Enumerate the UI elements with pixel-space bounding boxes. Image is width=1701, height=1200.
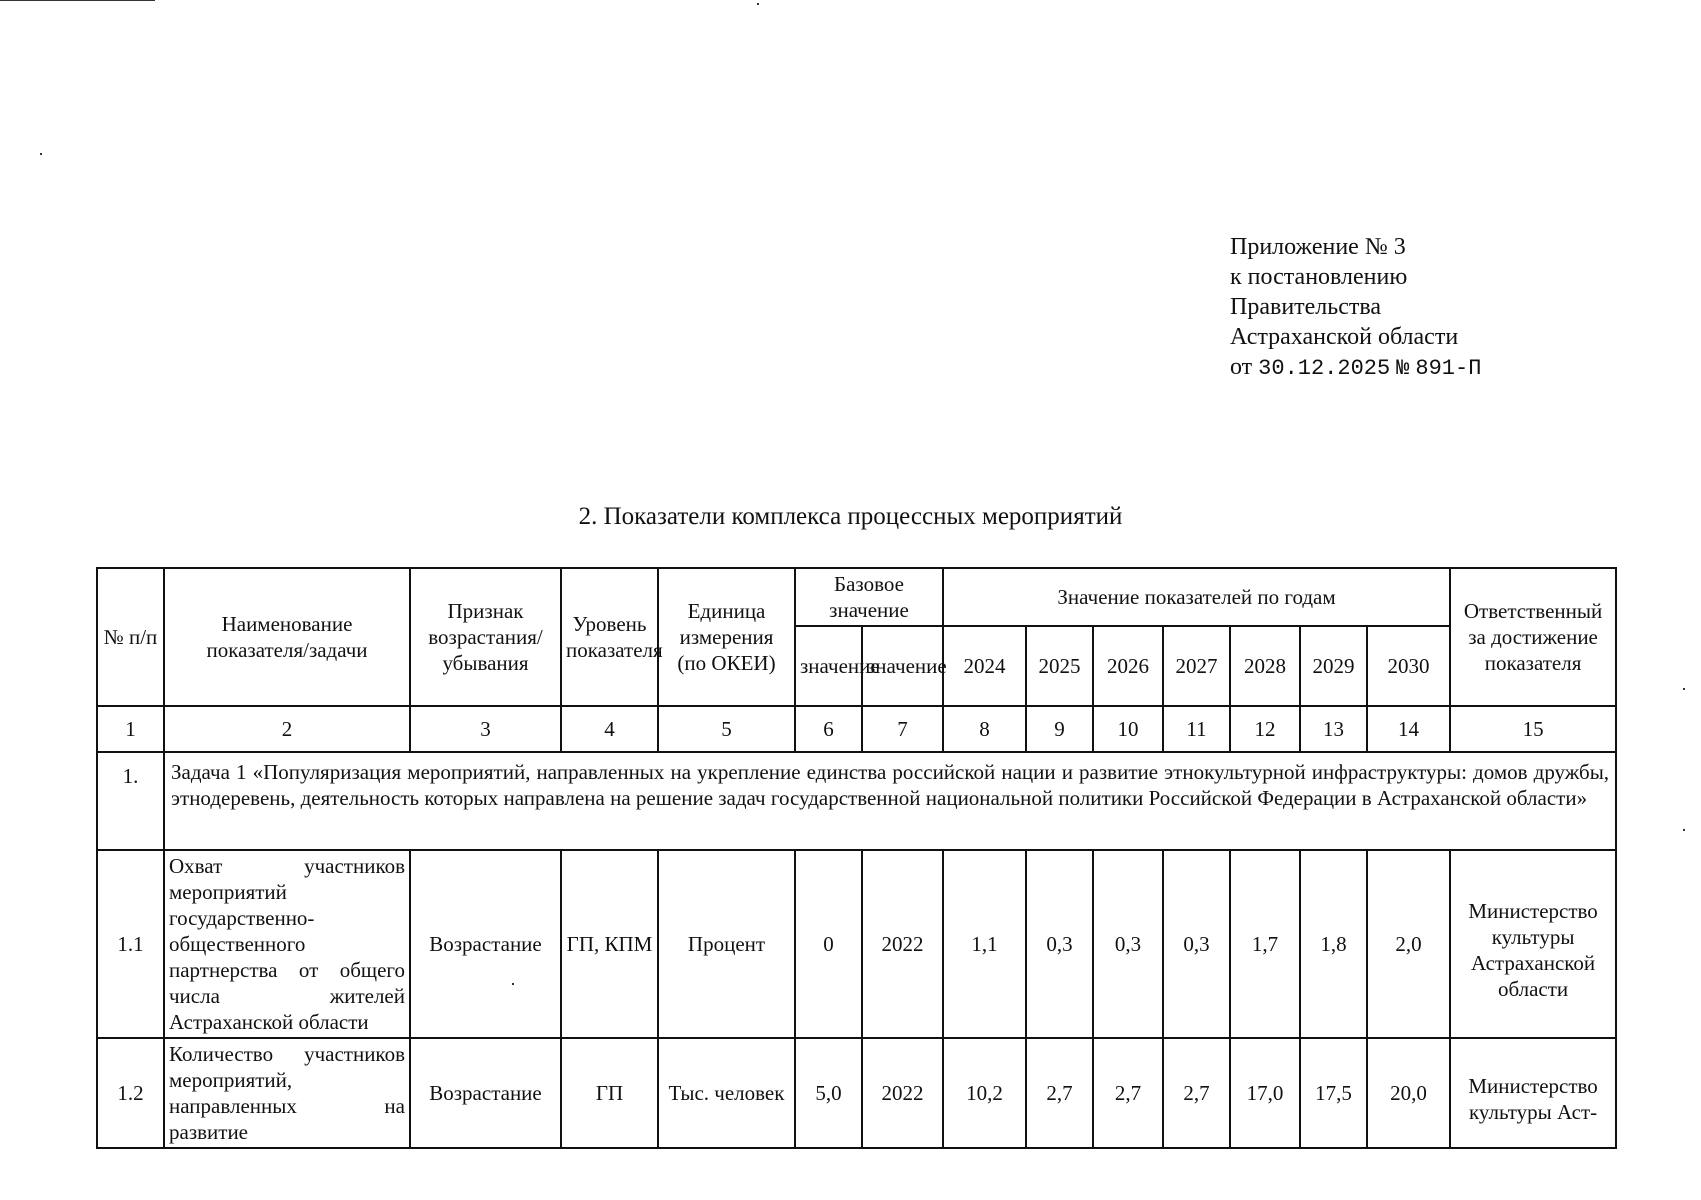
column-number: 9 xyxy=(1026,706,1093,752)
appendix-line: Астраханской области xyxy=(1230,324,1459,350)
task-text: Задача 1 «Популяризация мероприятий, направленных на укрепление единства российской нации и развитие этнокультурной инфраструктуры: домов дружбы, этнодеревень, деятельность которых направлена на решение задач государственной национальной политики Российской Федерации в Астраханской области» xyxy=(164,752,1616,850)
column-number: 14 xyxy=(1367,706,1450,752)
date-prefix: от xyxy=(1230,354,1253,380)
header-years-group: Значение показателей по годам xyxy=(943,568,1450,626)
row-value: 0,3 xyxy=(1093,850,1163,1038)
task-num: 1. xyxy=(97,752,164,850)
resolution-date: 30.12.2025 xyxy=(1258,356,1391,381)
header-year: 2026 xyxy=(1093,626,1163,706)
number-sign: № xyxy=(1396,356,1410,381)
row-value: 2,7 xyxy=(1026,1038,1093,1148)
header-unit: Единица измерения (по ОКЕИ) xyxy=(658,568,795,706)
column-number: 7 xyxy=(862,706,943,752)
row-base-year: 2022 xyxy=(862,850,943,1038)
row-responsible: Министерство культуры Астраханской области xyxy=(1450,850,1616,1038)
row-value: 2,7 xyxy=(1093,1038,1163,1148)
row-name: Охват участников мероприятий государственно-общественного партнерства от общего числа жителей Астраханской области xyxy=(164,850,410,1038)
row-base-year: 2022 xyxy=(862,1038,943,1148)
row-value: 17,0 xyxy=(1230,1038,1300,1148)
column-number: 1 xyxy=(97,706,164,752)
row-base-value: 5,0 xyxy=(795,1038,862,1148)
column-number: 5 xyxy=(658,706,795,752)
header-year: 2028 xyxy=(1230,626,1300,706)
row-responsible: Министерство культуры Аст- xyxy=(1450,1038,1616,1148)
row-num: 1.2 xyxy=(97,1038,164,1148)
appendix-line: Приложение № 3 xyxy=(1230,234,1406,260)
task-row xyxy=(97,752,1616,850)
scan-artifact-dot xyxy=(1683,688,1685,690)
scan-artifact-line xyxy=(0,0,155,1)
row-unit: Процент xyxy=(658,850,795,1038)
column-number: 13 xyxy=(1300,706,1367,752)
header-row xyxy=(97,568,1616,626)
scan-artifact-dot xyxy=(40,153,42,155)
row-trend: Возрастание xyxy=(410,1038,561,1148)
page-title: 2. Показатели комплекса процессных мероприятий xyxy=(578,503,1123,530)
column-number: 4 xyxy=(561,706,658,752)
row-value: 20,0 xyxy=(1367,1038,1450,1148)
row-value: 17,5 xyxy=(1300,1038,1367,1148)
header-responsible: Ответственный за достижение показателя xyxy=(1450,568,1616,706)
header-year: 2030 xyxy=(1367,626,1450,706)
header-year: 2025 xyxy=(1026,626,1093,706)
appendix-line: Правительства xyxy=(1230,294,1382,320)
column-number: 8 xyxy=(943,706,1026,752)
appendix-line: к постановлению xyxy=(1230,264,1408,290)
column-number-row xyxy=(97,706,1616,752)
row-level: ГП, КПМ xyxy=(561,850,658,1038)
header-level: Уровень показателя xyxy=(561,568,658,706)
column-number: 12 xyxy=(1230,706,1300,752)
row-value: 2,0 xyxy=(1367,850,1450,1038)
row-value: 1,1 xyxy=(943,850,1026,1038)
indicators-table xyxy=(96,567,1617,1149)
header-base: Базовое значение xyxy=(795,568,943,626)
table-row xyxy=(97,1038,1616,1148)
table-row xyxy=(97,850,1616,1038)
column-number: 10 xyxy=(1093,706,1163,752)
header-year: 2029 xyxy=(1300,626,1367,706)
header-year: 2024 xyxy=(943,626,1026,706)
row-level: ГП xyxy=(561,1038,658,1148)
row-value: 10,2 xyxy=(943,1038,1026,1148)
header-num: № п/п xyxy=(97,568,164,706)
header-trend: Признак возрастания/убывания xyxy=(410,568,561,706)
row-value: 0,3 xyxy=(1026,850,1093,1038)
column-number: 15 xyxy=(1450,706,1616,752)
scan-artifact-dot xyxy=(1683,829,1685,831)
scan-artifact-dot xyxy=(757,3,759,5)
header-base-value: значение xyxy=(795,626,862,706)
column-number: 11 xyxy=(1163,706,1230,752)
column-number: 6 xyxy=(795,706,862,752)
row-unit: Тыс. человек xyxy=(658,1038,795,1148)
row-base-value: 0 xyxy=(795,850,862,1038)
resolution-number: 891-П xyxy=(1415,356,1482,381)
row-value: 1,7 xyxy=(1230,850,1300,1038)
column-number: 2 xyxy=(164,706,410,752)
row-value: 0,3 xyxy=(1163,850,1230,1038)
header-name: Наименование показателя/задачи xyxy=(164,568,410,706)
row-name: Количество участников мероприятий, направленных на развитие xyxy=(164,1038,410,1148)
row-value: 1,8 xyxy=(1300,850,1367,1038)
appendix-date-line xyxy=(1230,352,1481,384)
header-year: 2027 xyxy=(1163,626,1230,706)
header-base-year: значение xyxy=(862,626,943,706)
appendix-block xyxy=(1230,232,1481,384)
column-number: 3 xyxy=(410,706,561,752)
row-trend: Возрастание xyxy=(410,850,561,1038)
row-num: 1.1 xyxy=(97,850,164,1038)
row-value: 2,7 xyxy=(1163,1038,1230,1148)
